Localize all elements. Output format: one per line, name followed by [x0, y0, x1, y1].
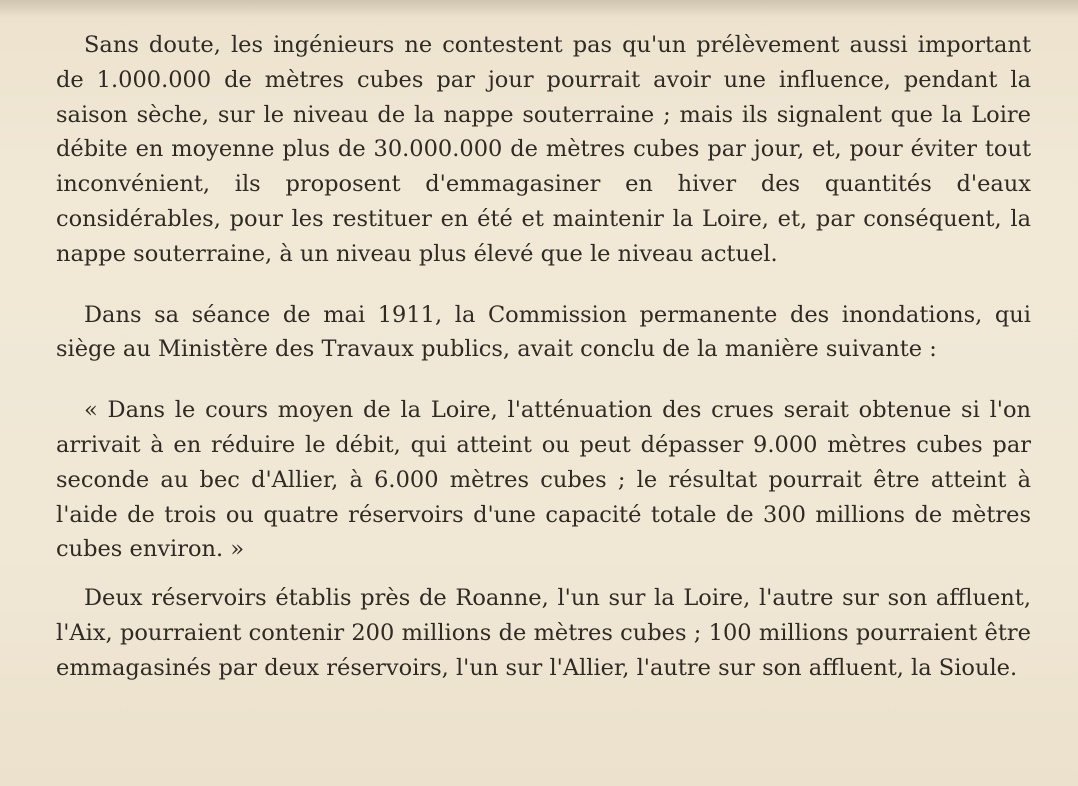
paragraph-1: Sans doute, les ingénieurs ne contestent pas qu'un prélèvement aussi important de 1.000.000 de mètres cubes par jour pourrait avoir une influence, pendant la saison sèche, sur le niveau de la nappe souterraine ; mais ils signalent que la Loire débite en moyenne plus de 30.000.000 de mètres cubes par jour, et, pour éviter tout inconvénient, ils proposent d'emmagasiner en hiver des quantités d'eaux considérables, pour les restituer en été et maintenir la Loire, et, par conséquent, la nappe souterraine, à un niveau plus élevé que le niveau actuel. [56, 32, 1031, 267]
page-top-shadow [0, 0, 1078, 18]
body-text [56, 28, 1031, 686]
paragraph-3-quote: « Dans le cours moyen de la Loire, l'atténuation des crues serait obtenue si l'on arrivait à en réduire le débit, qui atteint ou peut dépasser 9.000 mètres cubes par seconde au bec d'Allier, à 6.000 mètres cubes ; le résultat pourrait être atteint à l'aide de trois ou quatre réservoirs d'une capacité totale de 300 millions de mètres cubes environ. » [56, 397, 1031, 563]
paragraph-2: Dans sa séance de mai 1911, la Commission permanente des inondations, qui siège au Ministère des Travaux publics, avait conclu de la manière suivante : [56, 301, 1031, 363]
paragraph-4: Deux réservoirs établis près de Roanne, l'un sur la Loire, l'autre sur son affluent, l'Aix, pourraient contenir 200 millions de mètres cubes ; 100 millions pourraient être emmagasinés par deux réservoirs, l'un sur l'Allier, l'autre sur son affluent, la Sioule. [56, 585, 1031, 681]
